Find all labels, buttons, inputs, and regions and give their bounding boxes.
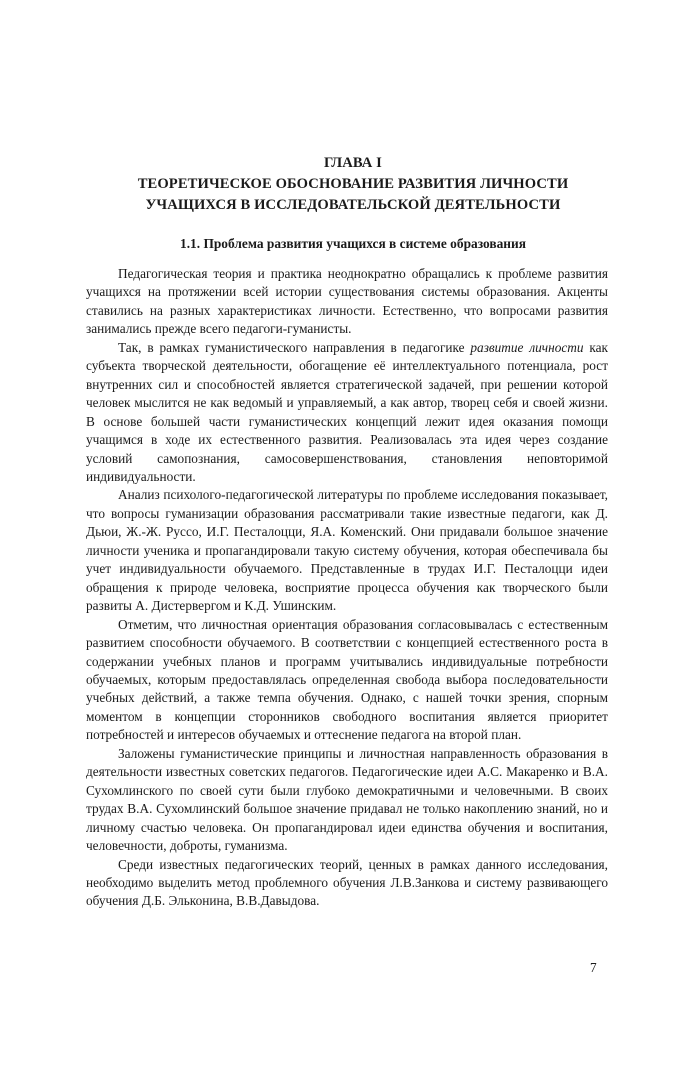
paragraph-1: Педагогическая теория и практика неоднократно обращались к проблеме развития учащихся на протяжении всей истории существования системы образования. Акценты ставились на разных характеристиках личности. Естественно, что вопросами развития занимались прежде всего педагоги-гуманисты.	[86, 266, 608, 337]
paragraph-2-emphasis: развитие личности	[470, 339, 584, 355]
section-heading: 1.1. Проблема развития учащихся в системе образования	[180, 236, 526, 251]
page-number: 7	[590, 960, 597, 975]
chapter-heading	[100, 153, 606, 216]
chapter-label: ГЛАВА I	[324, 155, 382, 171]
paragraph-4: Отметим, что личностная ориентация образования согласовывалась с естественным развитием способности обучаемого. В соответствии с концепцией естественного роста в содержании учебных планов и программ учитывались индивидуальные потребности обучаемых, которым предоставлялась определенная свобода выбора последовательности учебных действий, а также темпа обучения. Однако, с нашей точки зрения, спорным моментом в концепции сторонников свободного воспитания является приоритет потребностей и интересов обучаемых и оттеснение педагога на второй план.	[86, 616, 608, 743]
paragraph-2-start: Так, в рамках гуманистического направления в педагогике	[118, 339, 471, 355]
chapter-title-line-1: ТЕОРЕТИЧЕСКОЕ ОБОСНОВАНИЕ РАЗВИТИЯ ЛИЧНОСТИ	[137, 176, 569, 192]
paragraph-2-rest: как субъекта творческой деятельности, обогащение её интеллектуального потенциала, рост внутренних сил и способностей является стратегической задачей, при решении которой человек мыслится не как ведомый и управляемый, а как автор, творец себя и своей жизни. В основе большей части гуманистических концепций лежит идея оказания помощи учащимся в ходе их естественного развития. Реализовалась эта идея через создание условий самопознания, самосовершенствования, становления неповторимой индивидуальности.	[86, 339, 608, 484]
paragraph-5: Заложены гуманистические принципы и личностная направленность образования в деятельности известных советских педагогов. Педагогические идеи А.С. Макаренко и В.А. Сухомлинского по своей сути были глубоко демократичными и человечными. В своих трудах В.А. Сухомлинский большое значение придавал не только накоплению знаний, но и личному счастью человека. Он пропагандировал идеи единства обучения и воспитания, человечности, доброты, гуманизма.	[86, 745, 608, 854]
paragraph-6: Среди известных педагогических теорий, ценных в рамках данного исследования, необходимо выделить метод проблемного обучения Л.В.Занкова и систему развивающего обучения Д.Б. Эльконина, В.В.Давыдова.	[86, 856, 608, 909]
paragraph-3: Анализ психолого-педагогической литературы по проблеме исследования показывает, что вопросы гуманизации образования рассматривали такие известные педагоги, как Д. Дьюи, Ж.-Ж. Руссо, И.Г. Песталоцци, Я.А. Коменский. Они придавали большое значение личности ученика и пропагандировали такую систему обучения, которая обеспечивала бы учет индивидуальности обучаемого. Представленные в трудах И.Г. Песталоцци идеи обращения к природе человека, восприятие процесса обучения как творческого были развиты А. Дистервергом и К.Д. Ушинским.	[86, 487, 608, 614]
chapter-title-line-2: УЧАЩИХСЯ В ИССЛЕДОВАТЕЛЬСКОЙ ДЕЯТЕЛЬНОСТИ	[145, 197, 561, 213]
paragraph-2	[86, 339, 608, 487]
body-text	[86, 265, 608, 911]
